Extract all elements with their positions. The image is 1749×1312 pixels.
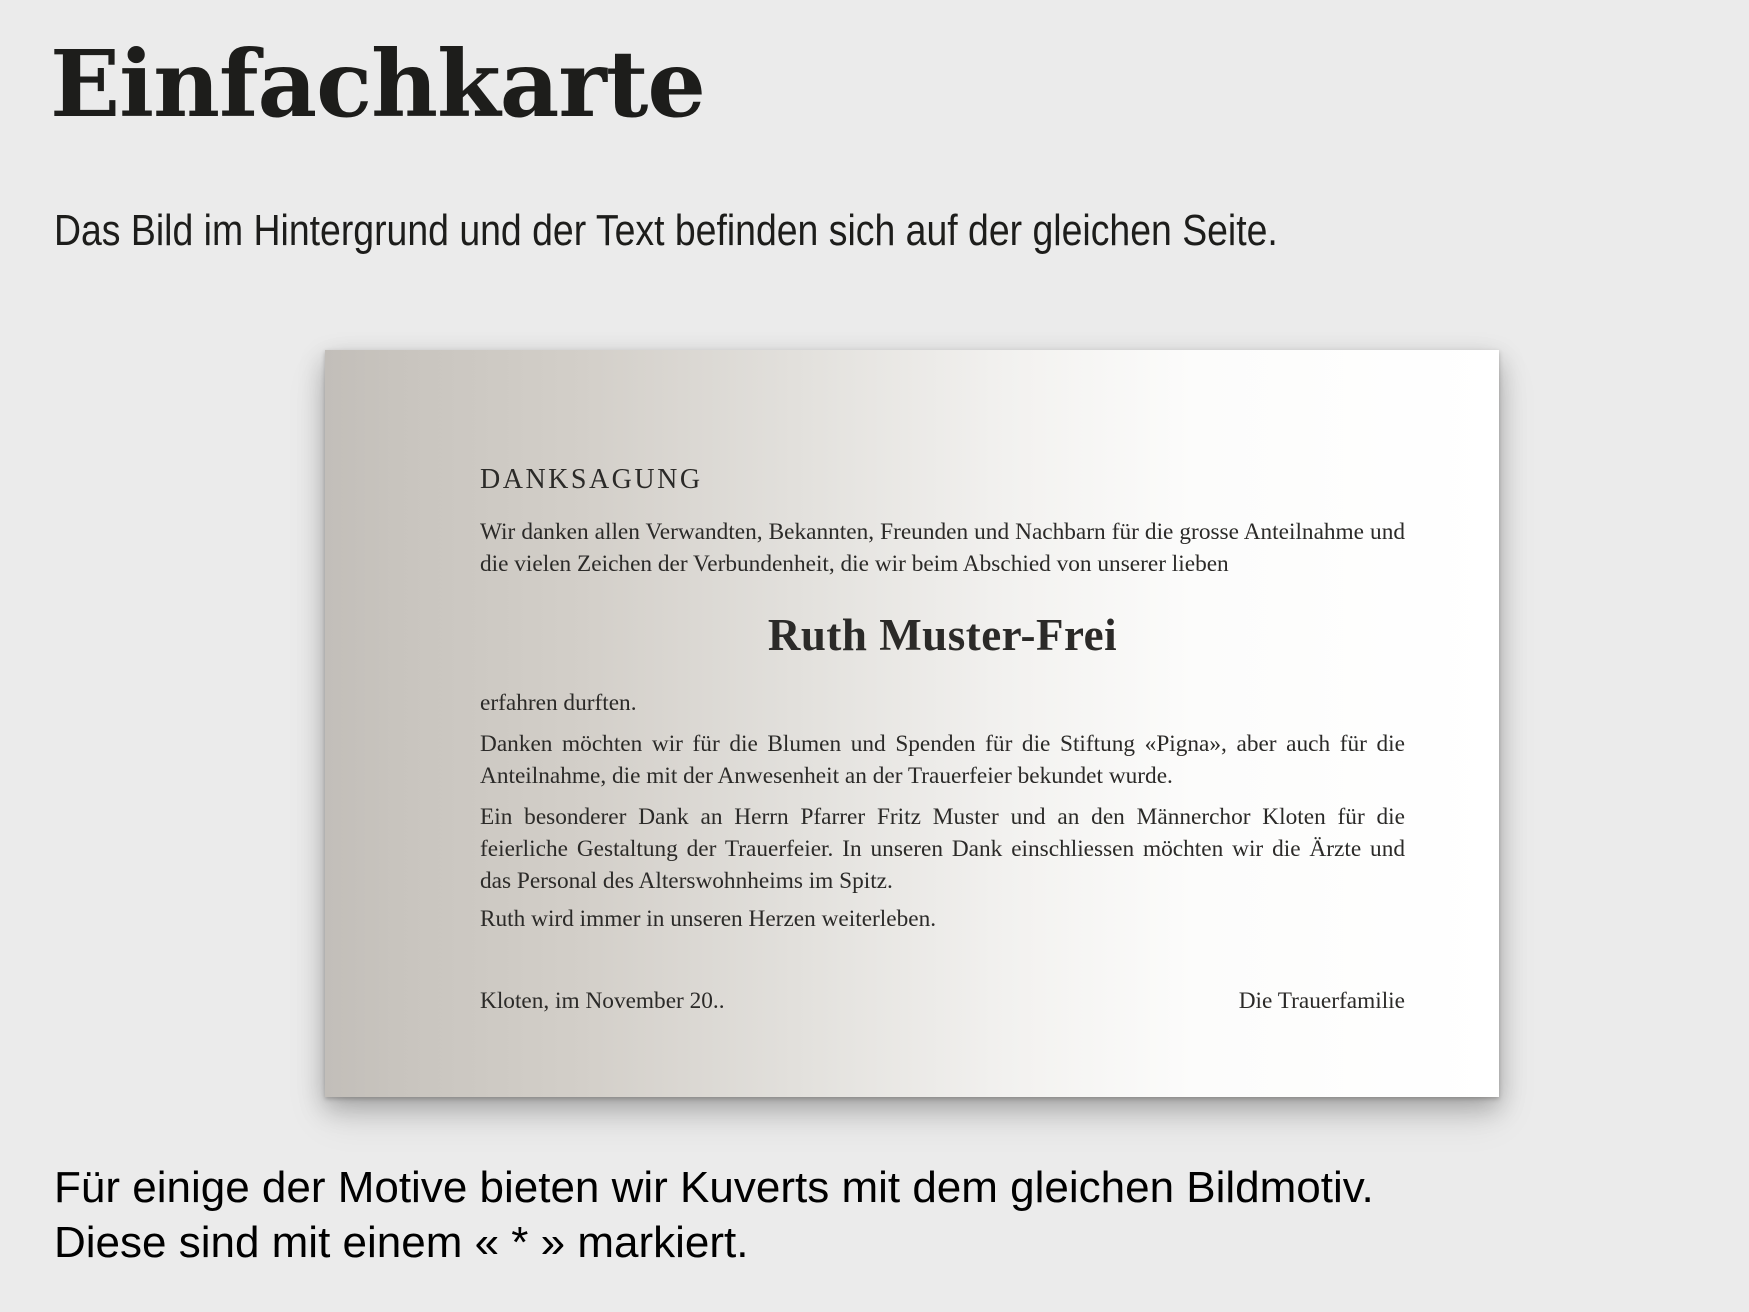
card-heading: DANKSAGUNG [480, 464, 703, 495]
card-preview [325, 350, 1499, 1097]
deceased-name: Ruth Muster-Frei [767, 610, 1118, 660]
page-subtitle: Das Bild im Hintergrund und der Text befinden sich auf der gleichen Seite. [54, 206, 1278, 255]
card-place-date: Kloten, im November 20.. [480, 988, 725, 1014]
card-paragraph-herzen: Ruth wird immer in unseren Herzen weiterleben. [480, 906, 937, 932]
card-paragraph-besonderer-dank: Ein besonderer Dank an Herrn Pfarrer Fritz Muster und an den Männerchor Kloten für die feierliche Gestaltung der Trauerfeier. In unseren Dank einschliessen möchten wir die Ärzte und das Personal des Alterswohnheims im Spitz. [480, 804, 1405, 894]
footer-note [54, 1160, 1374, 1270]
footer-note-line2: Diese sind mit einem « * » markiert. [54, 1218, 749, 1267]
card-signature: Die Trauerfamilie [1238, 988, 1405, 1014]
card-paragraph-danken: Danken möchten wir für die Blumen und Spenden für die Stiftung «Pigna», aber auch für die Anteilnahme, die mit der Anwesenheit an der Trauerfeier bekundet wurde. [480, 731, 1405, 789]
card-paragraph-intro: Wir danken allen Verwandten, Bekannten, Freunden und Nachbarn für die grosse Anteilnahme und die vielen Zeichen der Verbundenheit, die wir beim Abschied von unserer lieben [480, 519, 1405, 577]
page-title: Einfachkarte [50, 30, 705, 138]
card-paragraph-erfahren: erfahren durften. [480, 690, 637, 716]
card-footer-row [480, 985, 1405, 1017]
footer-note-line1: Für einige der Motive bieten wir Kuverts mit dem gleichen Bildmotiv. [54, 1163, 1374, 1212]
